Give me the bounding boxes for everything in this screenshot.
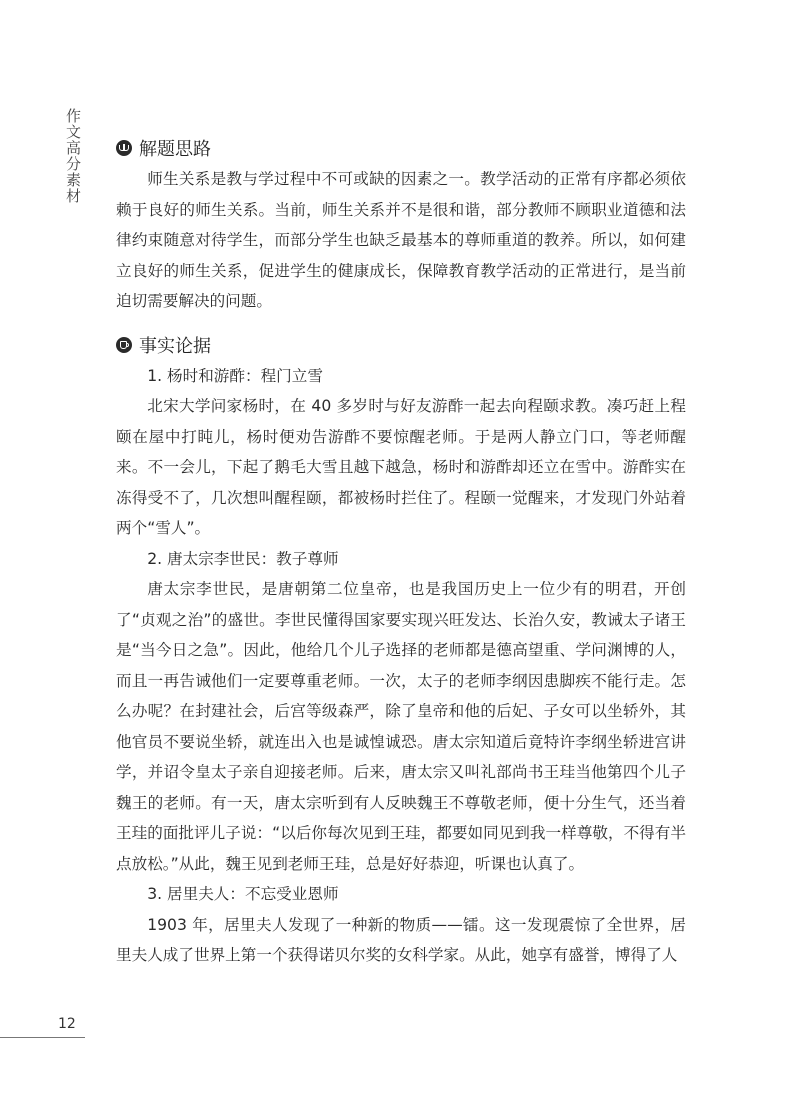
paragraph: 唐太宗李世民，是唐朝第二位皇帝，也是我国历史上一位少有的明君，开创了“贞观之治”的盛世。李世民懂得国家要实现兴旺发达、长治久安，教诫太子诸王是“当今日之急”。因此，他给几个儿子选择的老师都是德高望重、学问渊博的人，而且一再告诫他们一定要尊重老师。一次，太子的老师李纲因患脚疾不能行走。怎么办呢？在封建社会，后宫等级森严，除了皇帝和他的后妃、子女可以坐轿外，其他官员不要说坐轿，就连出入也是诚惶诚恐。唐太宗知道后竟特许李纲坐轿进宫讲学，并诏令皇太子亲自迎接老师。后来，唐太宗又叫礼部尚书王珪当他第四个儿子魏王的老师。有一天，唐太宗听到有人反映魏王不尊敬老师，便十分生气，还当着王珪的面批评儿子说：“以后你每次见到王珪，都要如同见到我一样尊敬，不得有半点放松。”从此，魏王见到老师王珪，总是好好恭迎，听课也认真了。 — [116, 580, 686, 873]
page-number: 12 — [58, 1016, 76, 1032]
section-title: 解题思路 — [139, 139, 211, 160]
cup-icon — [116, 337, 132, 353]
item-heading: 3. 居里夫人：不忘受业恩师 — [147, 885, 339, 903]
section-title: 事实论据 — [139, 335, 211, 357]
section-heading-analysis — [116, 132, 686, 164]
item-heading: 2. 唐太宗李世民：教子尊师 — [147, 549, 339, 568]
running-header-vertical: 作文高分素材 — [64, 108, 82, 204]
section-heading-evidence — [116, 329, 686, 361]
footer-rule — [0, 1037, 85, 1038]
item-heading: 1. 杨时和游酢：程门立雪 — [147, 366, 323, 385]
paragraph: 北宋大学问家杨时，在 40 多岁时与好友游酢一起去向程颐求教。凑巧赶上程颐在屋中打盹儿，杨时便劝告游酢不要惊醒老师。于是两人静立门口，等老师醒来。不一会儿，下起了鹅毛大雪且越下越急，杨时和游酢却还立在雪中。游酢实在冻得受不了，几次想叫醒程颐，都被杨时拦住了。程颐一觉醒来，才发现门外站着两个“雪人”。 — [116, 397, 686, 537]
page-content — [116, 132, 686, 971]
paragraph: 师生关系是教与学过程中不可或缺的因素之一。教学活动的正常有序都必须依赖于良好的师生关系。当前，师生关系并不是很和谐，部分教师不顾职业道德和法律约束随意对待学生，而部分学生也缺乏最基本的尊师重道的教养。所以，如何建立良好的师生关系，促进学生的健康成长，保障教育教学活动的正常进行，是当前迫切需要解决的问题。 — [116, 170, 686, 310]
book-icon — [116, 140, 132, 156]
paragraph: 1903 年，居里夫人发现了一种新的物质——镭。这一发现震惊了全世界，居里夫人成了世界上第一个获得诺贝尔奖的女科学家。从此，她享有盛誉，博得了人 — [116, 915, 686, 964]
